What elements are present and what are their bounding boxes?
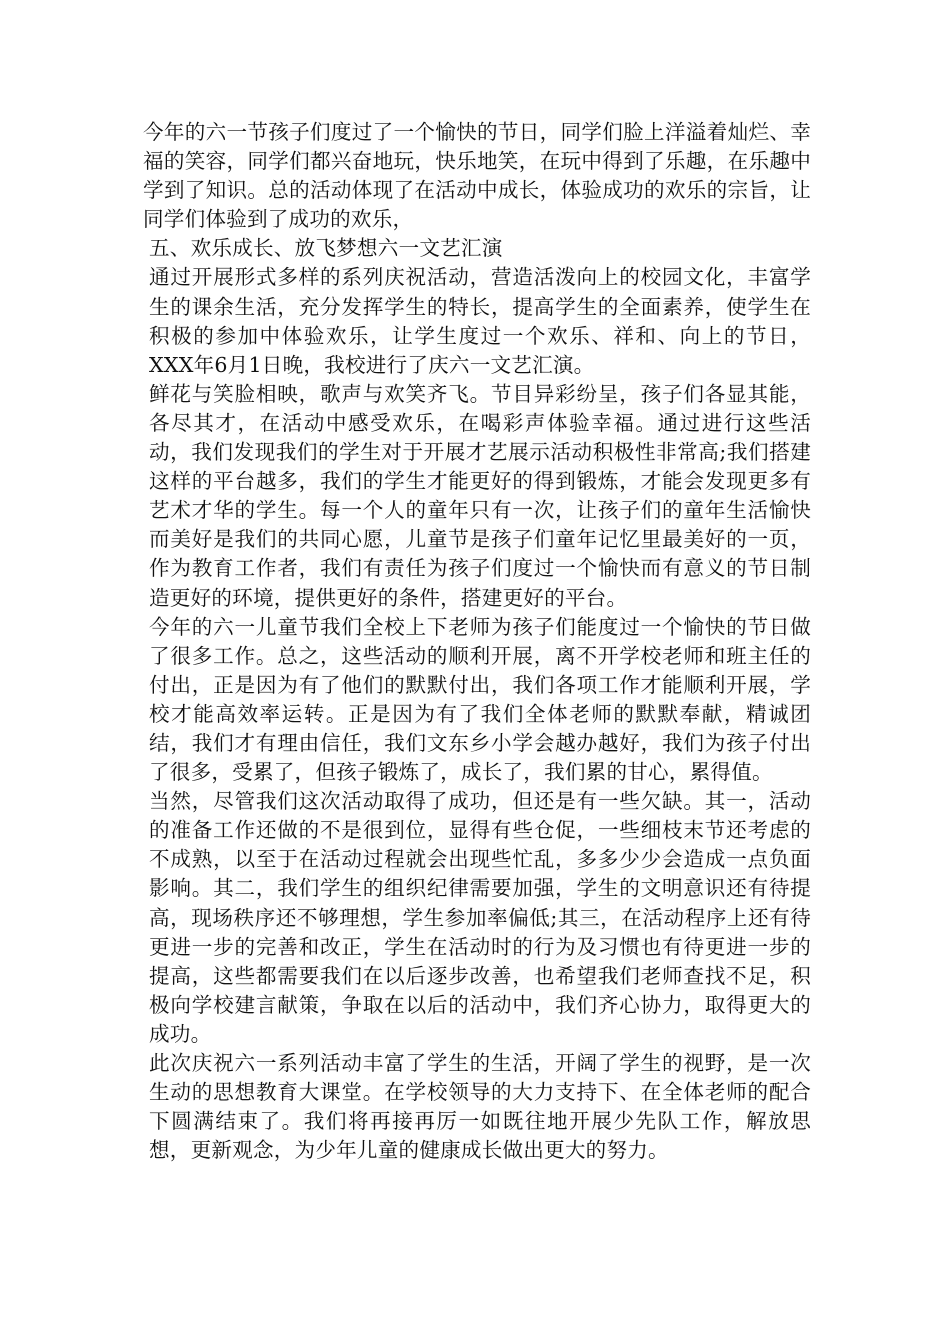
paragraph-shortcomings: 当然，尽管我们这次活动取得了成功，但还是有一些欠缺。其一，活动的准备工作还做的不是很到位，显得有些仓促，一些细枝末节还考虑的不成熟，以至于在活动过程就会出现些忙乱，多多少少会造成一点负面影响。其二，我们学生的组织纪律需要加强，学生的文明意识还有待提高，现场秩序还不够理想，学生参加率偏低;其三，在活动程序上还有待更进一步的完善和改正，学生在活动时的行为及习惯也有待更进一步的提高，这些都需要我们在以后逐步改善，也希望我们老师查找不足，积极向学校建言献策，争取在以后的活动中，我们齐心协力，取得更大的成功。 [149, 789, 811, 1046]
paragraph-performance: 鲜花与笑脸相映，歌声与欢笑齐飞。节目异彩纷呈，孩子们各显其能，各尽其才，在活动中感受欢乐，在喝彩声体验幸福。通过进行这些活动，我们发现我们的学生对于开展才艺展示活动积极性非常高;我们搭建这样的平台越多，我们的学生才能更好的得到锻炼，才能会发现更多有艺术才华的学生。每一个人的童年只有一次，让孩子们的童年生活愉快而美好是我们的共同心愿，儿童节是孩子们童年记忆里最美好的一页，作为教育工作者，我们有责任为孩子们度过一个愉快而有意义的节日制造更好的环境，提供更好的条件，搭建更好的平台。 [149, 381, 811, 610]
paragraph-activities: 通过开展形式多样的系列庆祝活动，营造活泼向上的校园文化，丰富学生的课余生活，充分发挥学生的特长，提高学生的全面素养，使学生在积极的参加中体验欢乐，让学生度过一个欢乐、祥和、向上的节日，XXX年6月1日晚，我校进行了庆六一文艺汇演。 [149, 265, 811, 377]
paragraph-conclusion: 此次庆祝六一系列活动丰富了学生的生活，开阔了学生的视野，是一次生动的思想教育大课堂。在学校领导的大力支持下、在全体老师的配合下圆满结束了。我们将再接再厉一如既往地开展少先队工作，解放思想，更新观念，为少年儿童的健康成长做出更大的努力。 [149, 1051, 811, 1163]
paragraph-teachers: 今年的六一儿童节我们全校上下老师为孩子们能度过一个愉快的节日做了很多工作。总之，这些活动的顺利开展，离不开学校老师和班主任的付出，正是因为有了他们的默默付出，我们各项工作才能顺利开展，学校才能高效率运转。正是因为有了我们全体老师的默默奉献，精诚团结，我们才有理由信任，我们文东乡小学会越办越好，我们为孩子付出了很多，受累了，但孩子锻炼了，成长了，我们累的甘心，累得值。 [149, 614, 811, 785]
document-body [143, 118, 811, 1165]
paragraph-intro: 今年的六一节孩子们度过了一个愉快的节日，同学们脸上洋溢着灿烂、幸福的笑容，同学们都兴奋地玩，快乐地笑，在玩中得到了乐趣，在乐趣中学到了知识。总的活动体现了在活动中成长，体验成功的欢乐的宗旨，让同学们体验到了成功的欢乐， [143, 120, 811, 232]
section-heading: 五、欢乐成长、放飞梦想六一文艺汇演 [149, 236, 503, 261]
